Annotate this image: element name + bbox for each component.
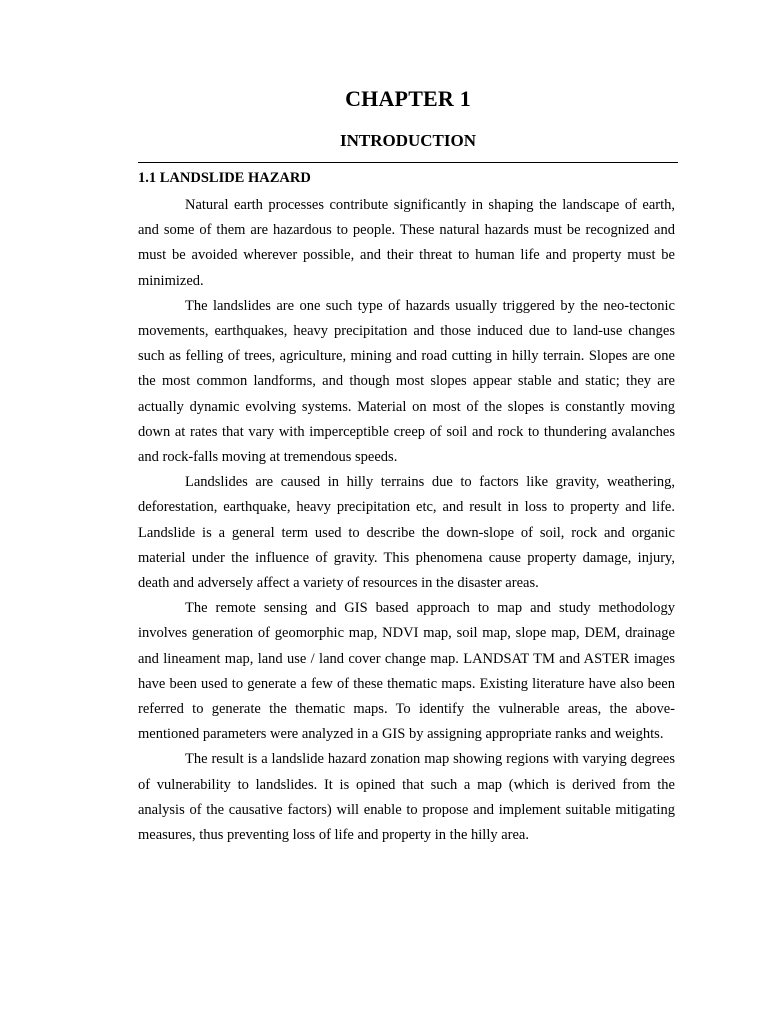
- chapter-title: INTRODUCTION: [339, 131, 477, 150]
- section-body: [138, 193, 675, 848]
- chapter-number-title: CHAPTER 1: [345, 86, 471, 111]
- paragraph-5: The result is a landslide hazard zonation map showing regions with varying degrees of vulnerability to landslides. It is opined that such a map (which is derived from the analysis of the causative factors) will enable to propose and implement suitable mitigating measures, thus preventing loss of life and property in the hilly area.: [138, 751, 675, 844]
- paragraph-4: The remote sensing and GIS based approach to map and study methodology involves generation of geomorphic map, NDVI map, soil map, slope map, DEM, drainage and lineament map, land use / land cover change map. LANDSAT TM and ASTER images have been used to generate a few of these thematic maps. Existing literature have also been referred to generate the thematic maps. To identify the vulnerable areas, the above-mentioned parameters were analyzed in a GIS by assigning appropriate ranks and weights.: [138, 600, 675, 743]
- paragraph-1: Natural earth processes contribute significantly in shaping the landscape of earth, and some of them are hazardous to people. These natural hazards must be recognized and must be avoided wherever possible, and their threat to human life and property must be minimized.: [138, 197, 675, 289]
- paragraph-2: The landslides are one such type of hazards usually triggered by the neo-tectonic movements, earthquakes, heavy precipitation and those induced due to land-use changes such as felling of trees, agriculture, mining and road cutting in hilly terrain. Slopes are one the most common landforms, and though most slopes appear stable and static; they are actually dynamic evolving systems. Material on most of the slopes is constantly moving down at rates that vary with imperceptible creep of soil and rock to thundering avalanches and rock-falls moving at tremendous speeds.: [138, 297, 675, 466]
- heading-divider: [138, 162, 678, 163]
- section-heading: 1.1 LANDSLIDE HAZARD: [138, 170, 311, 186]
- paragraph-3: Landslides are caused in hilly terrains due to factors like gravity, weathering, deforestation, earthquake, heavy precipitation etc, and result in loss to property and life. Landslide is a general term used to describe the down-slope of soil, rock and organic material under the influence of gravity. This phenomena cause property damage, injury, death and adversely affect a variety of resources in the disaster areas.: [138, 474, 675, 592]
